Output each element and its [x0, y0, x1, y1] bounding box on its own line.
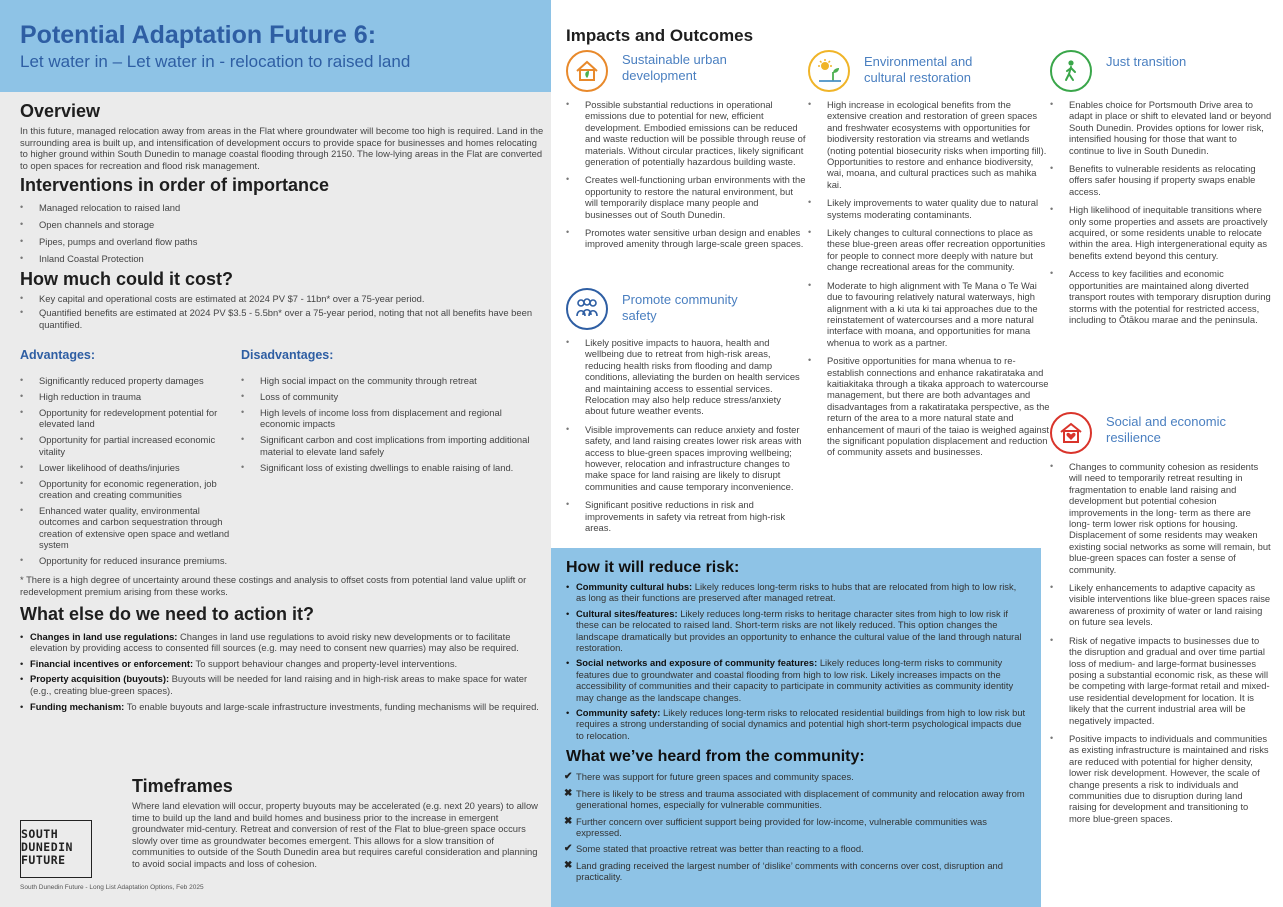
item-label: Changes in land use regulations:: [30, 630, 178, 642]
page-subtitle: Let water in – Let water in - relocation to raised land: [20, 52, 411, 71]
impacts-heading: Impacts and Outcomes: [566, 26, 754, 45]
check-icon: ✔: [564, 771, 573, 783]
cross-icon: ✖: [564, 859, 573, 871]
section-header: [1050, 50, 1272, 92]
list-item: [566, 657, 1026, 703]
advantages-heading: Advantages:: [20, 348, 96, 363]
community-safety-section: [566, 288, 806, 534]
social-resilience-title: Social and economic resilience: [1106, 414, 1226, 445]
list-item: [566, 608, 1026, 654]
item-text: Buyouts will be needed for land raising and in high-risk areas to make space for water (e.g., creating blue-green spaces).: [30, 673, 528, 696]
list-item: • Quantified benefits are estimated at 2024 PV $3.5 - 5.5bn* over a 75-year period, noting that not all benefits have been quantified.: [20, 307, 545, 330]
item-text: Land grading received the largest number of ‘dislike’ comments with concerns over cost, disruption and practicality.: [576, 859, 1003, 883]
list-item: [20, 658, 545, 670]
interventions-heading: Interventions in order of importance: [20, 175, 330, 196]
list-item: [566, 771, 1026, 782]
list-item: [566, 707, 1026, 741]
timeframes-heading: Timeframes: [132, 776, 233, 796]
logo-line: DUNEDIN: [21, 840, 73, 854]
item-label: Social networks and exposure of community features:: [576, 657, 818, 669]
interventions-list: [20, 202, 545, 264]
list-item: • Benefits to vulnerable residents as relocating offers safer housing if property swaps enable access.: [1050, 163, 1272, 197]
list-item: • Likely positive impacts to hauora, health and wellbeing due to retreat from high-risk areas, reducing health risks from flooding and damp conditions, alleviating the burden on health services and maintaining access to essential services. Relocation may also help reduce stress/anxiety about future weather events.: [566, 337, 806, 417]
item-text: Changes in land use regulations to avoid risky new developments or to facilitate elevation by providing access to consented fill sources (e.g. may need to consent new quarries) may also be required.: [30, 630, 519, 654]
environmental-restoration-title: Environmental and cultural restoration: [864, 54, 973, 85]
list-item: • Managed relocation to raised land: [20, 202, 545, 213]
item-text: Likely reduces long-term risks to heritage character sites from high to low risk if these can be relocated to raised land. Short-term risks are not likely reduced. This option changes the landscape dramatically but provides an opportunity to enhance the cultural value of the land through natural restoration.: [576, 607, 1022, 654]
list-item: • Opportunity for reduced insurance premiums.: [20, 555, 241, 566]
community-safety-title: Promote community safety: [622, 292, 738, 323]
list-item: [566, 816, 1026, 839]
list-item: • Promotes water sensitive urban design and enables improved amenity through large-scale green spaces.: [566, 227, 806, 250]
list-item: • High likelihood of inequitable transitions where only some properties and assets are proactively acquired, or some residents unable to relocate within the area. High intergenerational equity as benefits extend beyond this century.: [1050, 204, 1272, 261]
list-item: • Changes to community cohesion as residents will need to temporarily retreat resulting in fragmentation to enable land raising and development but potential cohesion improvements in the long- term as there are long- term lower risk options for housing. Displacement of some residents may weaken existing social networks as some will remain, but blue-green spaces can foster a sense of community.: [1050, 461, 1272, 575]
list-item: • High social impact on the community through retreat: [241, 375, 531, 386]
list-item: • Open channels and storage: [20, 219, 545, 230]
cost-footnote: * There is a high degree of uncertainty around these costings and analysis to offset costs from potential land value uplift or redevelopment premium arising from these works.: [20, 574, 527, 597]
list-item: • Significant carbon and cost implications from importing additional material to elevate land safely: [241, 434, 531, 457]
list-item: • High increase in ecological benefits from the extensive creation and restoration of green spaces and freshwater ecosystems with opportunities for biodiversity restoration via streams and wetlands (noting potential biosecurity risks when importing fill). Opportunities to restore and enhance biodiversity, wai, moana, and cultural practices such as mahika kai.: [808, 99, 1050, 190]
house-heart-icon: [1050, 412, 1092, 454]
south-dunedin-future-logo: [20, 820, 92, 878]
list-item: • Likely changes to cultural connections to place as these blue-green areas offer recreation opportunities for people to connect more deeply with nature but change recreational areas for the community.: [808, 227, 1050, 273]
item-text: To enable buyouts and large-scale infrastructure investments, funding mechanisms will be required.: [124, 700, 539, 712]
page-title: Potential Adaptation Future 6:: [20, 21, 377, 49]
community-feedback-heading: What we’ve heard from the community:: [566, 748, 865, 766]
overview-text: In this future, managed relocation away from areas in the Flat where groundwater will become too high is required. Land in the surrounding area is built up, and intensification of development occurs to provide space for businesses and homes relocating to higher ground within South Dunedin to manage coastal flooding through 2150. The low-lying areas in the Flat are converted to open spaces for recreation and flood risk management.: [20, 125, 544, 171]
disadvantages-column: [241, 348, 531, 566]
timeframes-text: Where land elevation will occur, property buyouts may be accelerated (e.g. next 20 years) to allow time to build up the land and build homes and business prior to the increase in emergent groundwater mid-century. Retreat and conversion of rest of the Flat to blue-green space occurs slowly over time as groundwater becomes emergent. This allows for a slow transition of communities to outside of the South Dunedin area but requires careful consideration and planning to avoid social impacts and loss of cohesion.: [132, 800, 538, 869]
list-item: • High levels of income loss from displacement and regional economic impacts: [241, 407, 531, 430]
list-item: • Significant positive reductions in risk and improvements in safety via retreat from high-risk areas.: [566, 499, 806, 533]
list-item: • Positive opportunities for mana whenua to re-establish connections and enhance rakatirataka and kaitiakitaka through a tikaka approach to watercourse management, but there are both advantages and disadvantages from a rakatirataka perspective, as the return of the area to a more natural state and enhancement of mauri of the taiao is weighed against the significant population displacement and reduction of community assets and businesses.: [808, 355, 1050, 458]
social-resilience-section: [1050, 412, 1272, 824]
list-item: • Opportunity for economic regeneration, job creation and creating communities: [20, 478, 241, 501]
list-item: • Opportunity for partial increased economic vitality: [20, 434, 241, 457]
list-item: • Visible improvements can reduce anxiety and foster safety, and land raising creates lower risk areas with access to blue-green spaces improving wellbeing; however, relocation and infrastructure changes to make space for land raising are likely to disrupt communities and cause temporary inconvenience.: [566, 424, 806, 492]
item-label: Financial incentives or enforcement:: [30, 657, 194, 669]
timeframes-section: [132, 776, 544, 870]
sun-plant-icon: [808, 50, 850, 92]
environmental-restoration-section: [808, 50, 1050, 458]
cross-icon: ✖: [564, 787, 573, 799]
list-item: [566, 843, 1026, 854]
just-transition-section: [1050, 50, 1272, 325]
urban-development-list: [566, 99, 806, 250]
list-item: • Access to key facilities and economic opportunities are maintained along diverted transport routes with temporary disruption during storms with the potential for restricted access, including to Ōtākou marae and the peninsula.: [1050, 268, 1272, 325]
list-item: [566, 581, 1026, 604]
left-content: [20, 97, 545, 712]
list-item: • Moderate to high alignment with Te Mana o Te Wai due to favouring relatively natural waterways, high alignment with a ki uta ki tai approaches due to the reinstatement of watercourses and a more natural interface with moana, and opportunities for mana whenua to work as a partner.: [808, 280, 1050, 348]
list-item: [20, 673, 545, 696]
section-header: [566, 288, 806, 330]
list-item: • Risk of negative impacts to businesses due to the disruption and gradual and over time partial loss of medium- and large-format businesses posing a substantial economic risk, as these will be competing with large-format retail and mixed-use residential development for location. It is likely that the current industrial area will be negatively impacted.: [1050, 635, 1272, 726]
social-resilience-list: [1050, 461, 1272, 824]
people-group-icon: [566, 288, 608, 330]
list-item: [566, 788, 1026, 811]
just-transition-list: [1050, 99, 1272, 325]
section-header: [808, 50, 1050, 92]
list-item: • Lower likelihood of deaths/injuries: [20, 462, 241, 473]
item-text: There was support for future green spaces and community spaces.: [576, 771, 854, 783]
person-walking-icon: [1050, 50, 1092, 92]
item-text: To support behaviour changes and property-level interventions.: [193, 657, 458, 669]
list-item: • Possible substantial reductions in operational emissions due to potential for new, efficient development. Embodied emissions can be reduced and waste reduction will be possible through reuse of materials. Without circular practices, likely significant generation of potentially hazardous building waste.: [566, 99, 806, 167]
list-item: [20, 631, 545, 654]
list-item: • Likely improvements to water quality due to natural systems moderating contaminants.: [808, 197, 1050, 220]
risk-heading: How it will reduce risk:: [566, 559, 740, 576]
list-item: [20, 701, 545, 713]
cost-heading: How much could it cost?: [20, 269, 234, 289]
just-transition-title: Just transition: [1106, 54, 1187, 69]
item-label: Funding mechanism:: [30, 700, 125, 712]
item-text: Likely reduces long-term risks to relocated residential buildings from high to low risk but requires a strong understanding of social dynamics and potential high short-term psychological impacts due to relocation.: [576, 707, 1026, 741]
advantages-disadvantages: [20, 348, 545, 566]
risk-reduction-panel: [551, 548, 1041, 907]
cross-icon: ✖: [564, 815, 573, 827]
logo-line: SOUTH: [21, 827, 59, 841]
list-item: [566, 860, 1026, 883]
section-header: [1050, 412, 1272, 454]
item-text: Further concern over sufficient support being provided for low-income, vulnerable communities was expressed.: [576, 815, 987, 838]
list-item: • Creates well-functioning urban environments with the opportunity to restore the natural environment, but will temporarily displace many people and businesses out of South Dunedin.: [566, 174, 806, 220]
page-header: [0, 0, 551, 92]
cost-list: [20, 293, 545, 330]
item-label: Property acquisition (buyouts):: [30, 673, 170, 685]
section-header: [566, 50, 806, 92]
item-text: Likely reduces long-term risks to hubs that are relocated from high to low risk, as long as their functions are preserved after managed retreat.: [576, 581, 1017, 604]
item-text: There is likely to be stress and trauma associated with displacement of community and relocation away from generational homes, especially for vulnerable communities.: [576, 787, 1025, 811]
list-item: • Significant loss of existing dwellings to enable raising of land.: [241, 462, 531, 473]
disadvantages-heading: Disadvantages:: [241, 348, 334, 363]
list-item: • Significantly reduced property damages: [20, 375, 241, 386]
community-feedback-list: [566, 771, 1026, 882]
environmental-restoration-list: [808, 99, 1050, 458]
house-leaf-icon: [566, 50, 608, 92]
overview-heading: Overview: [20, 101, 101, 121]
item-label: Cultural sites/features:: [576, 607, 678, 619]
item-text: Likely reduces long-term risks to community features due to groundwater and coastal flooding from high to low risk. Likely increases impacts on the accessibility of communities and their capacity to participate in community activities as community identity may change as the landscape changes.: [576, 657, 1014, 703]
item-label: Community cultural hubs:: [576, 581, 693, 592]
urban-development-title: Sustainable urban development: [622, 52, 727, 83]
list-item: • Key capital and operational costs are estimated at 2024 PV $7 - 11bn* over a 75-year period.: [20, 293, 545, 304]
list-item: • Enables choice for Portsmouth Drive area to adapt in place or shift to elevated land or beyond South Dunedin. Provides options for lower risk, intensified housing for those that want to continue to live in South Dunedin.: [1050, 99, 1272, 156]
item-label: Community safety:: [576, 707, 661, 719]
item-text: Some stated that proactive retreat was better than reacting to a flood.: [576, 843, 864, 855]
left-panel: [0, 0, 551, 907]
advantages-column: [20, 348, 241, 566]
advantages-list: [20, 375, 241, 566]
action-heading: What else do we need to action it?: [20, 603, 315, 624]
logo-line: FUTURE: [21, 853, 66, 867]
urban-development-section: [566, 50, 806, 250]
list-item: • Positive impacts to individuals and communities as existing infrastructure is maintained and risks are reduced with potential for higher density, lower risk development. However, the scale of change presents a risk to individuals and communities due to disruption during land raising for development and transitioning to more blue-green spaces.: [1050, 733, 1272, 824]
check-icon: ✔: [564, 843, 573, 855]
list-item: • Pipes, pumps and overland flow paths: [20, 236, 545, 247]
risk-list: [566, 581, 1026, 741]
footer-text: South Dunedin Future - Long List Adaptation Options, Feb 2025: [20, 884, 204, 891]
list-item: • Enhanced water quality, environmental outcomes and carbon sequestration through creation of extensive open space and wetland system: [20, 505, 241, 551]
list-item: • Opportunity for redevelopment potential for elevated land: [20, 407, 241, 430]
list-item: • High reduction in trauma: [20, 391, 241, 402]
list-item: • Likely enhancements to adaptive capacity as visible interventions like blue-green spaces raise awareness of proximity of water or land raising on future sea levels.: [1050, 582, 1272, 628]
list-item: • Inland Coastal Protection: [20, 253, 545, 264]
community-safety-list: [566, 337, 806, 534]
list-item: • Loss of community: [241, 391, 531, 402]
disadvantages-list: [241, 375, 531, 473]
action-list: [20, 631, 545, 713]
